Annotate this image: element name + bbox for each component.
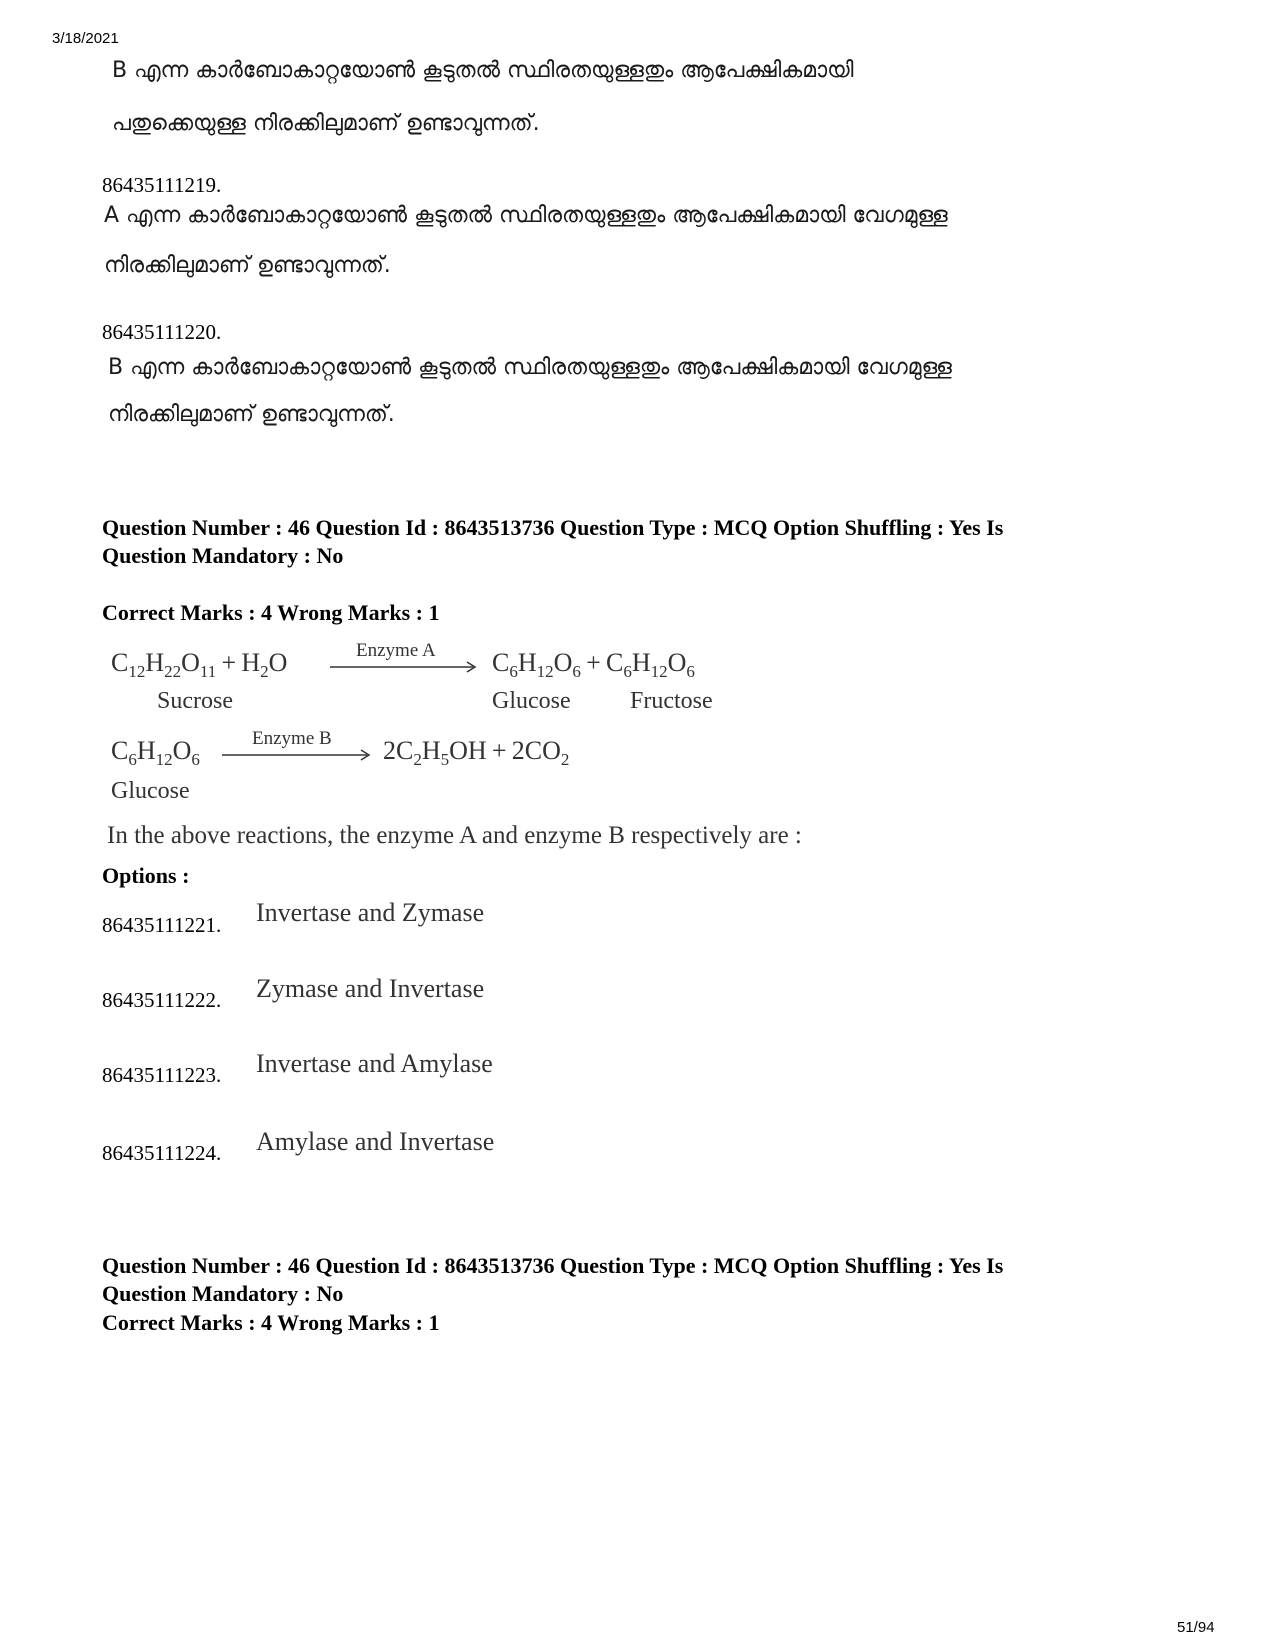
reaction1-label-sucrose: Sucrose: [157, 688, 233, 714]
option-id: 86435111224.: [102, 1141, 222, 1165]
option-text[interactable]: Amylase and Invertase: [256, 1127, 495, 1156]
next-question-marks: Correct Marks : 4 Wrong Marks : 1: [102, 1310, 440, 1335]
next-question-header-line1: Question Number : 46 Question Id : 8643513736 Question Type : MCQ Option Shuffling : Yes Is: [102, 1253, 1004, 1278]
reaction1-products: $C_6H_{12}O_6 + C_6H_{12}O_6$: [492, 648, 695, 681]
prev-option-id: 86435111220.: [102, 320, 222, 344]
reaction1-reactant: $C_{12}H_{22}O_{11} + H_2O$: [111, 648, 288, 681]
question-header: [102, 514, 1182, 570]
question-marks: Correct Marks : 4 Wrong Marks : 1: [102, 600, 440, 625]
question-text: In the above reactions, the enzyme A and enzyme B respectively are :: [107, 822, 802, 849]
option-id: 86435111221.: [102, 913, 222, 937]
reaction1-label-fructose: Fructose: [630, 688, 713, 714]
prev-option-text-line2: നിരക്കിലുമാണ് ഉണ്ടാവുന്നത്.: [108, 402, 395, 427]
prev-option-text-line2: നിരക്കിലുമാണ് ഉണ്ടാവുന്നത്.: [104, 253, 391, 278]
options-label: Options :: [102, 863, 190, 888]
next-question-header-line2: Question Mandatory : No: [102, 1281, 344, 1306]
question-header-line2: Question Mandatory : No: [102, 543, 344, 568]
option-text[interactable]: Invertase and Amylase: [256, 1049, 493, 1078]
option-id: 86435111222.: [102, 988, 222, 1012]
reaction2-products: $2C_2H_5OH + 2CO_2$: [383, 736, 570, 769]
prev-option-text-line1: B എന്ന കാർബോകാറ്റയോൺ കൂടുതൽ സ്ഥിരതയുള്ളതും ആപേക്ഷികമായി വേഗമുള്ള: [108, 355, 952, 380]
prev-option-text-line2: പതുക്കെയുള്ള നിരക്കിലുമാണ് ഉണ്ടാവുന്നത്.: [112, 111, 540, 136]
prev-option-text-line1: A എന്ന കാർബോകാറ്റയോൺ കൂടുതൽ സ്ഥിരതയുള്ളതും ആപേക്ഷികമായി വേഗമുള്ള: [104, 203, 948, 228]
reaction1-label-glucose: Glucose: [492, 688, 571, 714]
reaction2-enzyme-label: Enzyme B: [252, 728, 332, 749]
reaction1-enzyme-label: Enzyme A: [356, 640, 436, 661]
prev-option-id: 86435111219.: [102, 173, 222, 197]
option-text[interactable]: Zymase and Invertase: [256, 974, 485, 1003]
print-date: 3/18/2021: [52, 30, 119, 47]
reaction2-label-glucose: Glucose: [111, 778, 190, 804]
option-id: 86435111223.: [102, 1063, 222, 1087]
reaction1-arrow-icon: [330, 660, 480, 674]
option-text[interactable]: Invertase and Zymase: [256, 898, 485, 927]
next-question-header: [102, 1252, 1182, 1308]
question-header-line1: Question Number : 46 Question Id : 8643513736 Question Type : MCQ Option Shuffling : Yes Is: [102, 515, 1004, 540]
prev-option-text-line1: B എന്ന കാർബോകാറ്റയോൺ കൂടുതൽ സ്ഥിരതയുള്ളതും ആപേക്ഷികമായി: [112, 58, 854, 83]
reaction2-reactant: $C_6H_{12}O_6$: [111, 736, 200, 769]
reaction2-arrow-icon: [222, 748, 374, 762]
page-number: 51/94: [1177, 1619, 1215, 1636]
